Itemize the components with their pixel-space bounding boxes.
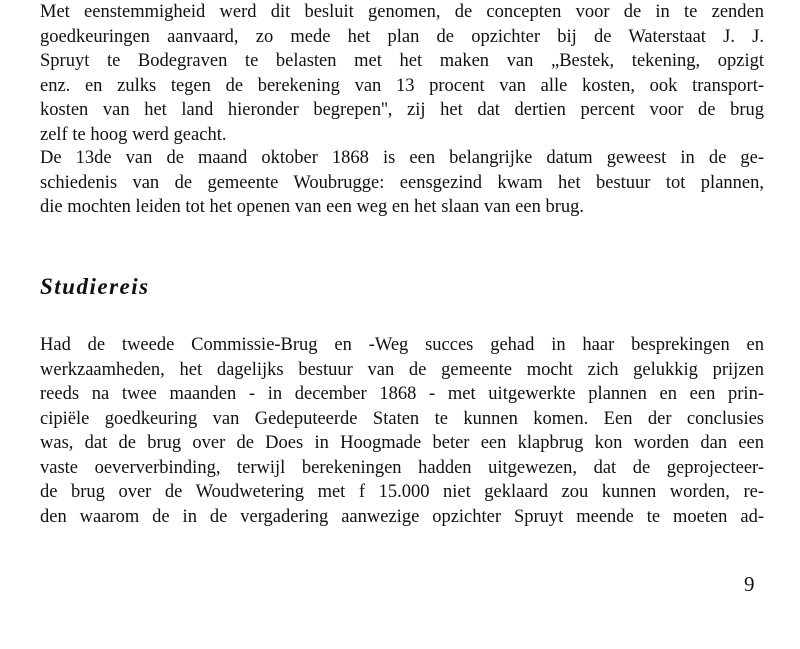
text-line: de brug over de Woudwetering met f 15.000 niet geklaard zou kunnen worden, re- <box>40 482 764 502</box>
text-line: Met eenstemmigheid werd dit besluit genomen, de concepten voor de in te zenden <box>40 2 764 22</box>
text-line: Spruyt te Bodegraven te belasten met het maken van „Bestek, tekening, opzigt <box>40 51 764 71</box>
text-line: die mochten leiden tot het openen van een weg en het slaan van een brug. <box>40 197 585 217</box>
text-line: den waarom de in de vergadering aanwezige opzichter Spruyt meende te moeten ad- <box>40 506 764 527</box>
text-line: kosten van het land hieronder begrepen'', zij het dat dertien percent voor de brug <box>40 100 764 120</box>
text-line: goedkeuringen aanvaard, zo mede het plan de opzichter bij de Waterstaat J. J. <box>40 26 764 47</box>
paragraph-besluit <box>40 0 764 147</box>
text-line: De 13de van de maand oktober 1868 is een belangrijke datum geweest in de ge- <box>40 148 764 168</box>
page-number: 9 <box>744 572 755 596</box>
text-line: cipiële goedkeuring van Gedeputeerde Staten te kunnen komen. Een der conclusies <box>40 408 764 429</box>
paragraph-oktober-1868 <box>40 146 764 220</box>
text-line: enz. en zulks tegen de berekening van 13 procent van alle kosten, ook transport- <box>40 75 764 96</box>
paragraph-studiereis <box>40 333 764 529</box>
text-line: reeds na twee maanden - in december 1868 - met uitgewerkte plannen en een prin- <box>40 384 764 404</box>
text-line: schiedenis van de gemeente Woubrugge: eensgezind kwam het bestuur tot plannen, <box>40 172 764 193</box>
section-heading: Studiereis <box>40 274 150 299</box>
text-line: vaste oeververbinding, terwijl berekeningen hadden uitgewezen, dat de geprojecteer- <box>40 457 764 478</box>
text-line: werkzaamheden, het dagelijks bestuur van de gemeente mocht zich gelukkig prijzen <box>40 359 764 380</box>
text-line: was, dat de brug over de Does in Hoogmade beter een klapbrug kon worden dan een <box>40 433 764 453</box>
text-line: Had de tweede Commissie-Brug en -Weg succes gehad in haar besprekingen en <box>40 335 764 355</box>
text-line: zelf te hoog werd geacht. <box>40 124 227 145</box>
